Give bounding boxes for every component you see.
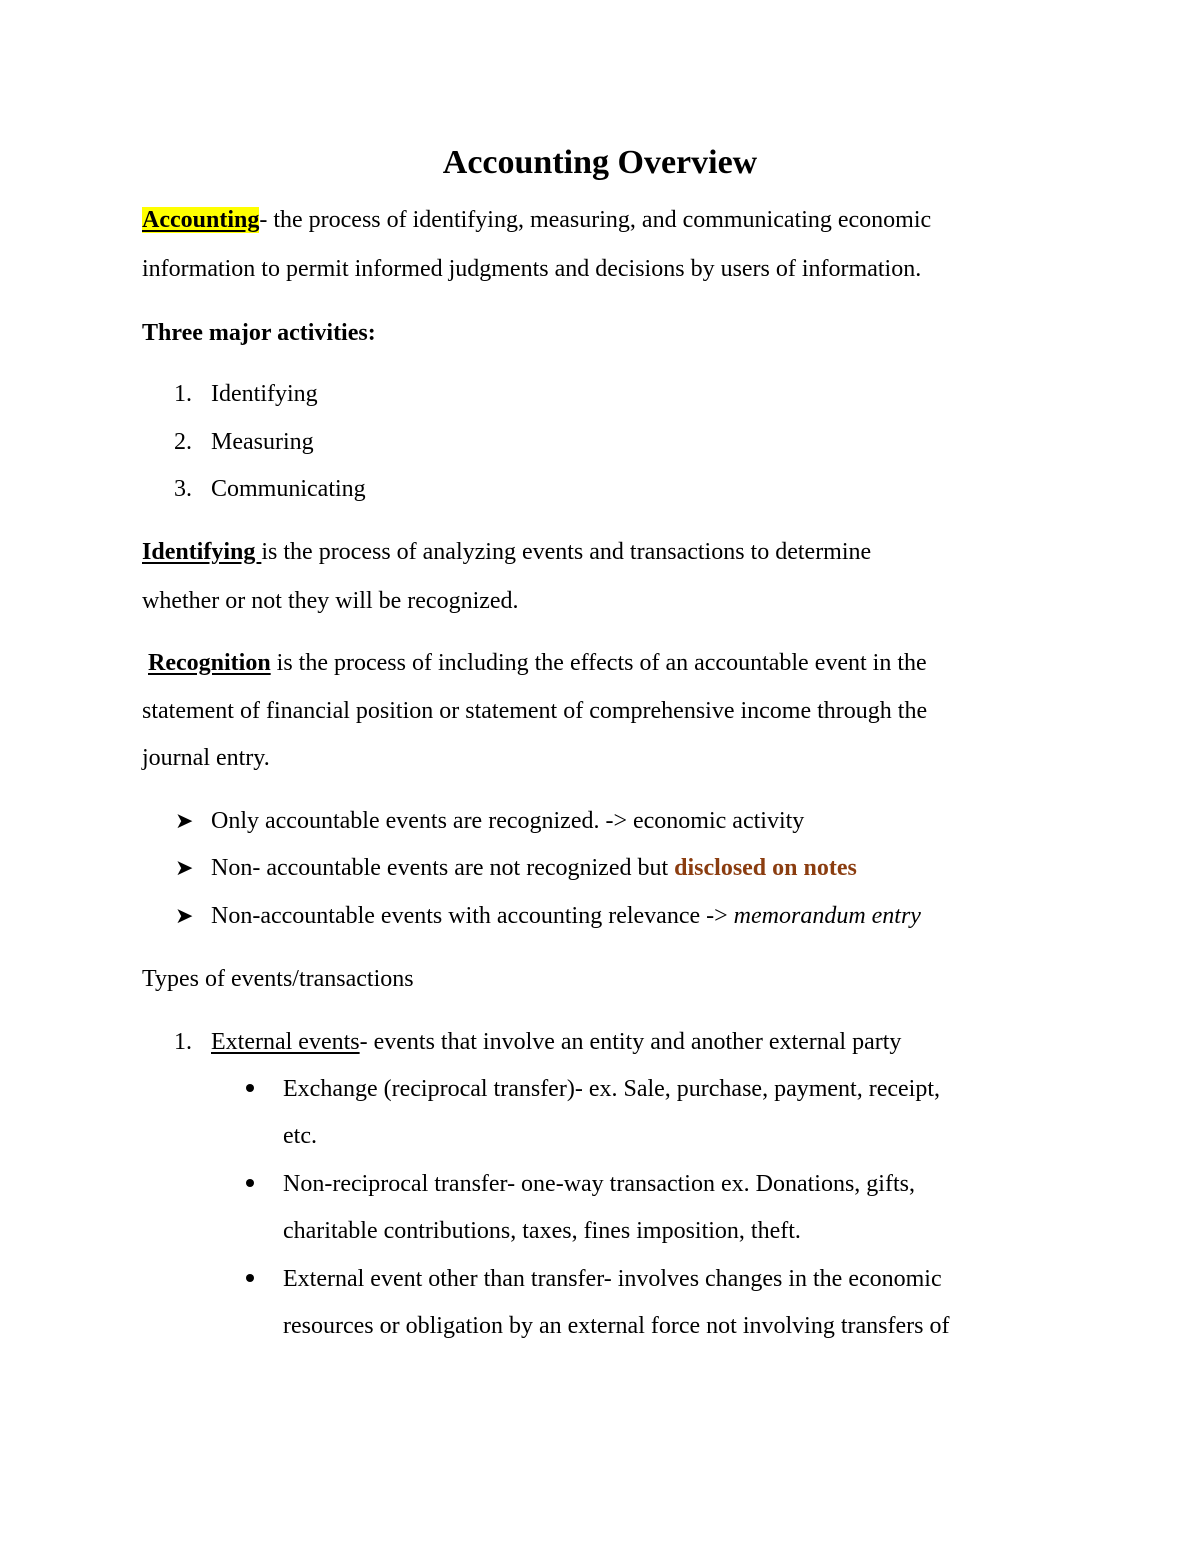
round-bullet-icon — [246, 1179, 254, 1187]
external-bullet-line-1: External event other than transfer- involves changes in the economic — [283, 1266, 942, 1292]
external-events-text: - events that involve an entity and another external party — [359, 1029, 902, 1055]
disclosed-on-notes-text: disclosed on notes — [674, 855, 857, 881]
external-bullet-line-1: Exchange (reciprocal transfer)- ex. Sale, purchase, payment, receipt, — [283, 1076, 940, 1102]
external-events-line — [211, 1027, 901, 1057]
recognition-line-1 — [148, 648, 927, 678]
identifying-line-1 — [142, 537, 871, 567]
accounting-definition-line-1 — [142, 205, 931, 235]
external-number: 1. — [174, 1029, 192, 1055]
types-heading: Types of events/transactions — [142, 966, 414, 992]
external-bullet-line-2: resources or obligation by an external force not involving transfers of — [283, 1313, 950, 1339]
arrowhead-bullet-icon: ➤ — [175, 855, 194, 880]
recognition-line-2: statement of financial position or statement of comprehensive income through the — [142, 698, 928, 724]
identifying-line-2: whether or not they will be recognized. — [142, 588, 519, 614]
identifying-text: is the process of analyzing events and transactions to determine — [261, 539, 872, 565]
external-bullet-line-1: Non-reciprocal transfer- one-way transaction ex. Donations, gifts, — [283, 1171, 915, 1197]
activity-number: 1. — [174, 381, 192, 407]
recognition-bullet-text: Non-accountable events with accounting relevance -> — [211, 903, 734, 929]
external-bullet-line-2: etc. — [283, 1123, 317, 1149]
round-bullet-icon — [246, 1274, 254, 1282]
activities-heading: Three major activities: — [142, 320, 376, 346]
accounting-definition-text: - the process of identifying, measuring, and communicating economic — [259, 207, 932, 233]
arrowhead-bullet-icon: ➤ — [175, 808, 194, 833]
recognition-bullet: Only accountable events are recognized. -> economic activity — [211, 808, 805, 834]
identifying-term: Identifying — [142, 539, 262, 565]
activity-item: Communicating — [211, 476, 366, 502]
memorandum-entry-text: memorandum entry — [733, 903, 921, 929]
round-bullet-icon — [246, 1084, 254, 1092]
arrowhead-bullet-icon: ➤ — [175, 903, 194, 928]
activity-number: 3. — [174, 476, 192, 502]
recognition-term: Recognition — [148, 650, 271, 676]
recognition-bullet — [211, 901, 921, 931]
accounting-term: Accounting — [142, 207, 260, 233]
recognition-bullet — [211, 853, 857, 883]
activity-item: Identifying — [211, 381, 318, 407]
recognition-text: is the process of including the effects of an accountable event in the — [270, 650, 927, 676]
recognition-line-3: journal entry. — [142, 745, 270, 771]
activity-item: Measuring — [211, 429, 314, 455]
accounting-definition-line-2: information to permit informed judgments and decisions by users of information. — [142, 256, 922, 282]
page-title: Accounting Overview — [442, 144, 758, 181]
external-bullet-line-2: charitable contributions, taxes, fines imposition, theft. — [283, 1218, 801, 1244]
recognition-bullet-text: Non- accountable events are not recognized but — [211, 855, 675, 881]
activity-number: 2. — [174, 429, 192, 455]
external-events-term: External events — [211, 1029, 360, 1055]
